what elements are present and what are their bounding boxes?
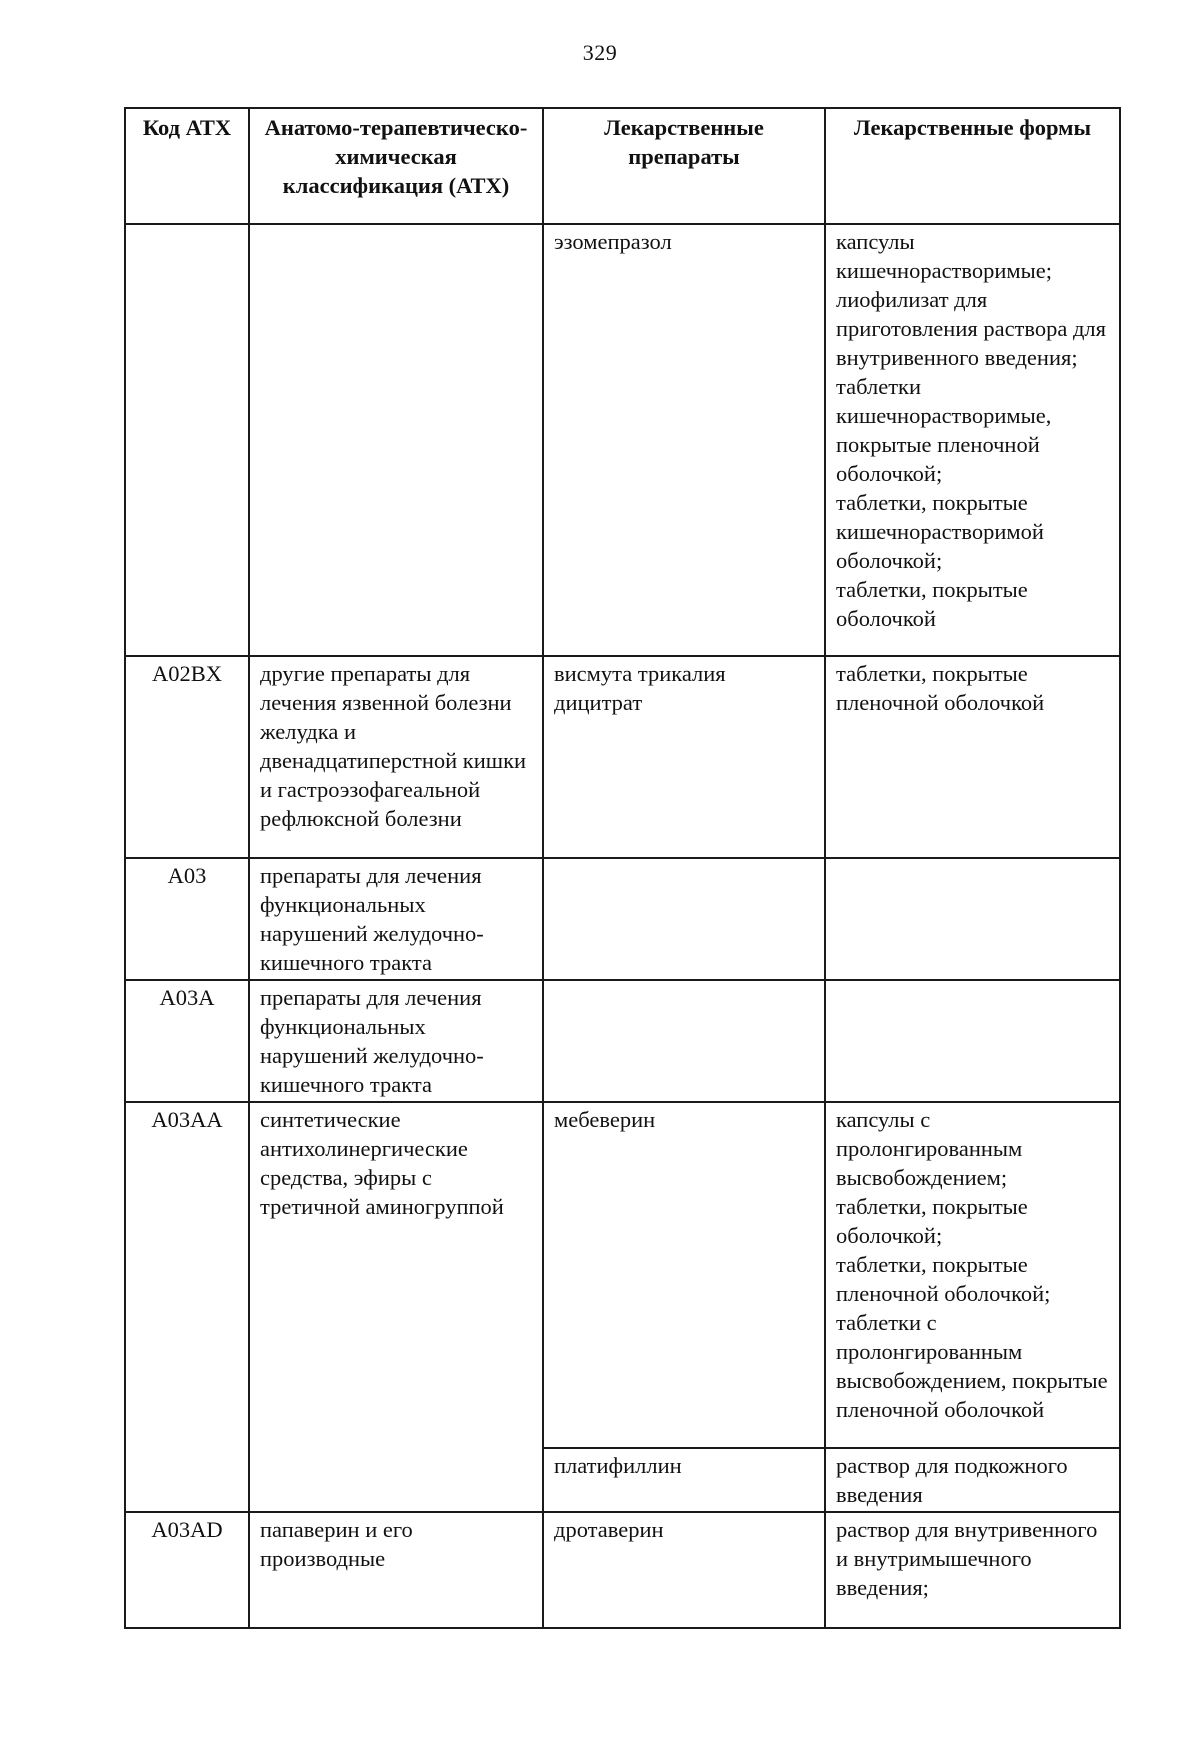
drug-cell: платифиллин <box>543 1448 825 1512</box>
classification-cell <box>249 224 543 656</box>
forms-cell <box>825 1512 1120 1628</box>
dosage-form: капсулы кишечнорастворимые; <box>836 229 1052 283</box>
table-row <box>125 980 1120 1102</box>
dosage-form: таблетки, покрытые оболочкой; <box>836 1194 1028 1248</box>
drug-cell <box>543 858 825 980</box>
table-header-row <box>125 108 1120 224</box>
drug-cell: дротаверин <box>543 1512 825 1628</box>
atx-code-cell: A02BX <box>125 656 249 858</box>
atx-code-cell: A03AD <box>125 1512 249 1628</box>
classification-cell: папаверин и его производные <box>249 1512 543 1628</box>
table-row <box>125 656 1120 858</box>
dosage-form: таблетки, покрытые пленочной оболочкой; <box>836 1252 1051 1306</box>
dosage-form: таблетки, покрытые оболочкой <box>836 577 1028 631</box>
header-forms: Лекарственные формы <box>825 108 1120 224</box>
table-row <box>125 1102 1120 1448</box>
atx-code-cell: A03A <box>125 980 249 1102</box>
table-row <box>125 224 1120 656</box>
page-number: 329 <box>582 40 618 65</box>
forms-cell <box>825 1102 1120 1448</box>
forms-cell <box>825 858 1120 980</box>
header-classification: Анатомо-терапевтическо-химическая классификация (АТХ) <box>249 108 543 224</box>
table-row <box>125 858 1120 980</box>
classification-cell: препараты для лечения функциональных нарушений желудочно-кишечного тракта <box>249 980 543 1102</box>
atx-code-cell: A03AA <box>125 1102 249 1512</box>
classification-cell: другие препараты для лечения язвенной болезни желудка и двенадцатиперстной кишки и гастроэзофагеальной рефлюксной болезни <box>249 656 543 858</box>
dosage-form: таблетки кишечнорастворимые, покрытые пленочной оболочкой; <box>836 374 1052 486</box>
dosage-form: таблетки с пролонгированным высвобождением, покрытые пленочной оболочкой <box>836 1310 1108 1422</box>
dosage-form: таблетки, покрытые кишечнорастворимой оболочкой; <box>836 490 1044 573</box>
table-row <box>125 1512 1120 1628</box>
forms-cell <box>825 980 1120 1102</box>
drug-cell: мебеверин <box>543 1102 825 1448</box>
drug-cell: эзомепразол <box>543 224 825 656</box>
atx-code-cell <box>125 224 249 656</box>
classification-cell: синтетические антихолинергические средства, эфиры с третичной аминогруппой <box>249 1102 543 1512</box>
header-drugs: Лекарственные препараты <box>543 108 825 224</box>
classification-cell: препараты для лечения функциональных нарушений желудочно-кишечного тракта <box>249 858 543 980</box>
dosage-form: таблетки, покрытые пленочной оболочкой <box>836 661 1045 715</box>
header-code: Код АТХ <box>125 108 249 224</box>
forms-cell <box>825 656 1120 858</box>
atx-code-cell: A03 <box>125 858 249 980</box>
dosage-form: капсулы с пролонгированным высвобождением; <box>836 1107 1023 1190</box>
atx-table <box>124 107 1121 1629</box>
dosage-form: раствор для внутривенного и внутримышечного введения; <box>836 1517 1098 1600</box>
drug-cell: висмута трикалия дицитрат <box>543 656 825 858</box>
drug-cell <box>543 980 825 1102</box>
forms-cell <box>825 224 1120 656</box>
forms-cell <box>825 1448 1120 1512</box>
dosage-form: раствор для подкожного введения <box>836 1453 1068 1507</box>
dosage-form: лиофилизат для приготовления раствора для внутривенного введения; <box>836 287 1106 370</box>
